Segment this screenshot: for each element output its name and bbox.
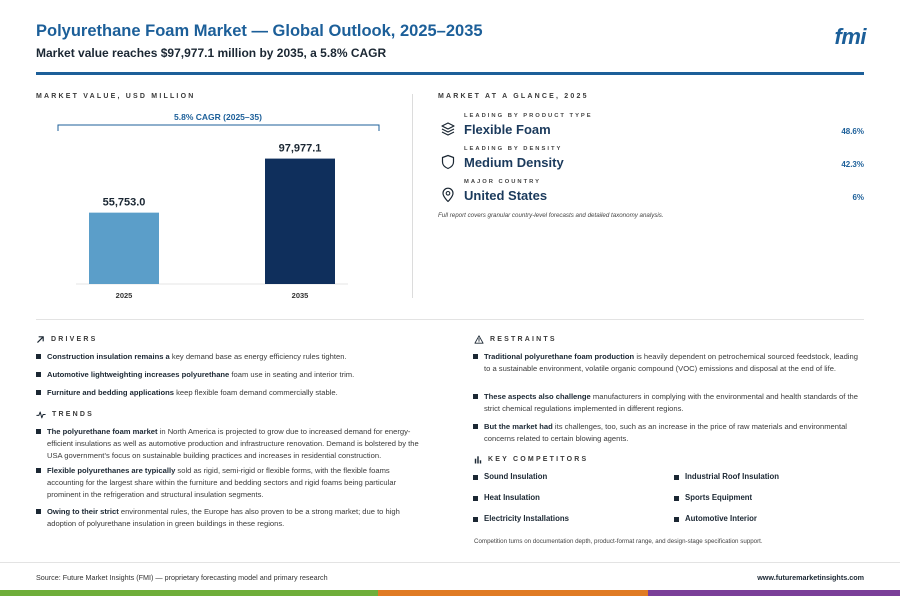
trend-item: Flexible polyurethanes are typically sold as rigid, semi-rigid or flexible forms, with the flexible foams accounting for the largest share within the furniture and bedding sectors and rigid foams being particular prominent in the refrigeration and structural insulation segments. — [47, 465, 417, 502]
map-pin-icon — [440, 187, 456, 203]
strip-orange — [378, 590, 648, 596]
bullet — [36, 372, 41, 377]
competitor-item: Automotive Interior — [685, 514, 757, 523]
bar-2025 — [89, 213, 159, 284]
bullet — [473, 424, 478, 429]
competitor-item: Sound Insulation — [484, 472, 547, 481]
competitors-label: KEY COMPETITORS — [488, 456, 589, 463]
glance-label: MARKET AT A GLANCE, 2025 — [438, 93, 589, 100]
bar-value-label: 55,753.0 — [102, 196, 146, 209]
competitor-item: Heat Insulation — [484, 493, 540, 502]
market-value-chart — [36, 106, 396, 306]
source-note: Source: Future Market Insights (FMI) — proprietary forecasting model and primary research — [36, 573, 328, 582]
header-rule — [36, 72, 864, 75]
glance-percent: 6% — [852, 193, 864, 202]
glance-density — [438, 146, 864, 174]
drivers-label: DRIVERS — [51, 336, 98, 343]
restraint-item: These aspects also challenge manufacturers in complying with the environmental and health standards of the strict chemical regulations implemented in different regions. — [484, 391, 866, 415]
strip-green — [0, 590, 378, 596]
trends-label: TRENDS — [52, 411, 94, 418]
restraint-item: But the market had its challenges, too, such as an increase in the price of raw materials and environmental concerns related to certain blowing agents. — [484, 421, 866, 445]
competitor-item: Sports Equipment — [685, 493, 752, 502]
bar-chart-icon — [474, 455, 482, 464]
restraints-header — [474, 335, 557, 344]
glance-country — [438, 179, 864, 207]
competitors-note: Competition turns on documentation depth, product-format range, and design-stage specification support. — [474, 538, 763, 545]
column-divider — [412, 94, 413, 298]
trend-item: The polyurethane foam market in North America is projected to grow due to increased demand for energy-efficient insulations as well as automotive production and infrastructure renovation. Demand is bolstered by the USA government’s focus on sustainable building practices and increases in residential construction. — [47, 426, 427, 463]
bullet — [674, 475, 679, 480]
driver-item: Furniture and bedding applications keep flexible foam demand commercially stable. — [47, 387, 417, 399]
page-title: Polyurethane Foam Market — Global Outlook, 2025–2035 — [36, 22, 483, 40]
bar-2035 — [265, 159, 335, 284]
shield-icon — [440, 154, 456, 170]
drivers-header — [36, 335, 98, 344]
bullet — [473, 354, 478, 359]
glance-caption: LEADING BY DENSITY — [464, 146, 563, 152]
glance-caption: LEADING BY PRODUCT TYPE — [464, 113, 593, 119]
bar-category-label: 2025 — [115, 291, 133, 300]
bullet — [36, 429, 41, 434]
glance-percent: 42.3% — [841, 160, 864, 169]
bullet — [674, 517, 679, 522]
cagr-bracket — [58, 125, 379, 131]
bullet — [674, 496, 679, 501]
footer-rule — [0, 562, 900, 563]
competitor-item: Electricity Installations — [484, 514, 569, 523]
bar-value-label: 97,977.1 — [278, 142, 322, 155]
market-value-label: MARKET VALUE, USD MILLION — [36, 93, 196, 100]
website-link[interactable]: www.futuremarketinsights.com — [757, 573, 864, 582]
glance-caption: MAJOR COUNTRY — [464, 179, 541, 185]
bar-category-label: 2035 — [291, 291, 309, 300]
brand-color-strip — [0, 590, 900, 596]
glance-value: United States — [464, 188, 548, 203]
bullet — [473, 394, 478, 399]
driver-item: Automotive lightweighting increases polyurethane foam use in seating and interior trim. — [47, 369, 417, 381]
warning-icon — [474, 335, 484, 344]
glance-value: Flexible Foam — [464, 122, 551, 137]
bullet — [36, 468, 41, 473]
fmi-logo: fmi — [834, 24, 866, 49]
bullet — [473, 496, 478, 501]
bullet — [36, 390, 41, 395]
glance-value: Medium Density — [464, 155, 564, 170]
arrow-up-right-icon — [36, 335, 45, 344]
restraints-label: RESTRAINTS — [490, 336, 557, 343]
strip-purple — [648, 590, 900, 596]
pulse-icon — [36, 410, 46, 419]
trends-header — [36, 410, 94, 419]
glance-note: Full report covers granular country-level forecasts and detailed taxonomy analysis. — [438, 212, 664, 219]
section-divider — [36, 319, 864, 320]
glance-percent: 48.6% — [841, 127, 864, 136]
page-subtitle: Market value reaches $97,977.1 million by 2035, a 5.8% CAGR — [36, 46, 387, 60]
bullet — [36, 509, 41, 514]
glance-product-type — [438, 113, 864, 141]
layers-icon — [440, 121, 456, 137]
driver-item: Construction insulation remains a key demand base as energy efficiency rules tighten. — [47, 351, 417, 363]
bullet — [36, 354, 41, 359]
restraint-item: Traditional polyurethane foam production is heavily dependent on petrochemical sourced feedstock, leading to a sustainable environment, volatile organic compound (VOC) emissions and disposal at the end of life. — [484, 351, 866, 375]
bullet — [473, 517, 478, 522]
cagr-label: 5.8% CAGR (2025–35) — [174, 112, 262, 122]
bullet — [473, 475, 478, 480]
competitor-item: Industrial Roof Insulation — [685, 472, 779, 481]
trend-item: Owing to their strict environmental rules, the Europe has also proven to be a strong market; due to high adoption of polyurethane insulation in green buildings in these regions. — [47, 506, 417, 530]
competitors-header — [474, 455, 588, 464]
